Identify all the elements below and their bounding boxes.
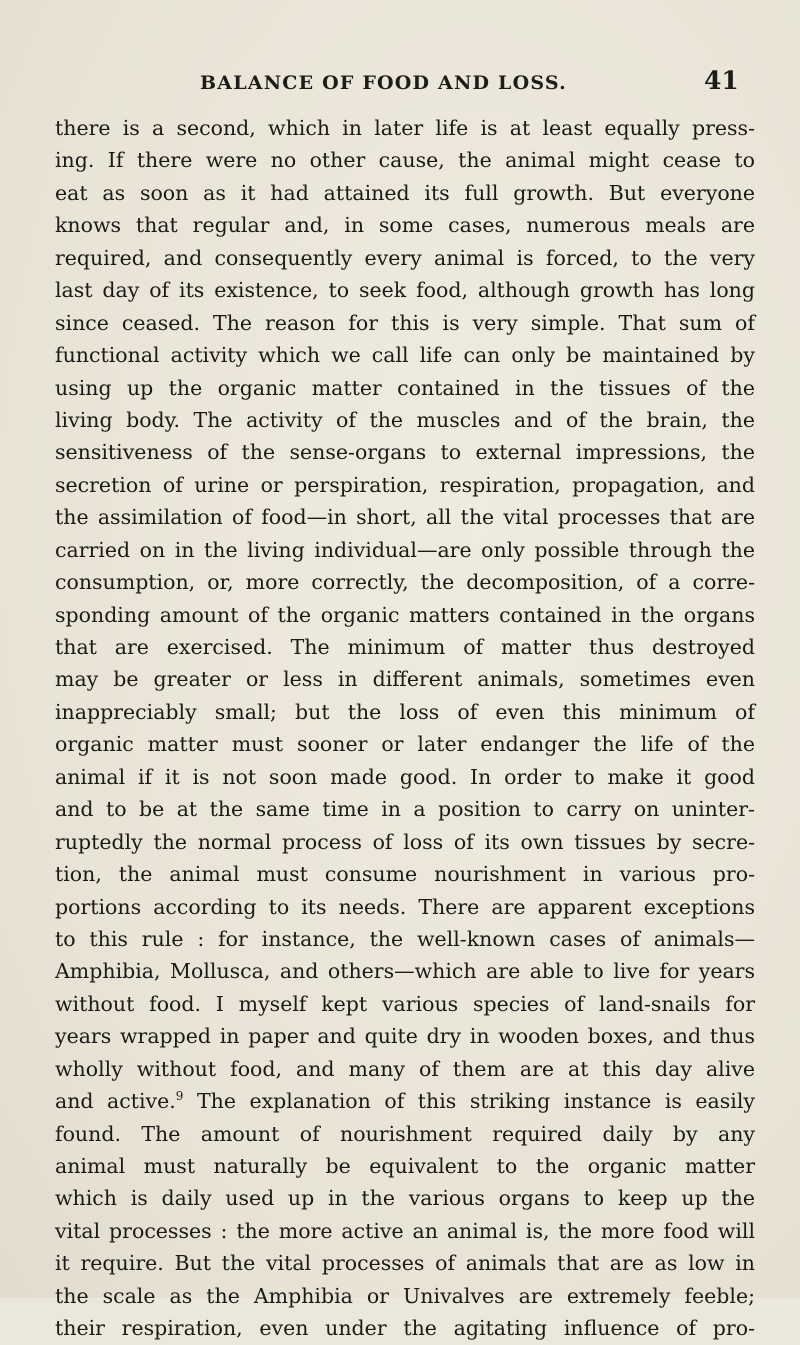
text-line: found. The amount of nourishment required daily by any (55, 1121, 755, 1146)
text-line: functional activity which we call life can only be maintained by (55, 343, 755, 368)
text-line: portions according to its needs. There are apparent exceptions (55, 894, 755, 919)
text-line: there is a second, which in later life is at least equally press- (55, 116, 755, 140)
text-segment: and active. (55, 1089, 176, 1114)
text-line: eat as soon as it had attained its full growth. But everyone (55, 180, 755, 205)
text-line: may be greater or less in different animals, sometimes even (55, 667, 755, 692)
text-line: sensitiveness of the sense-organs to external impressions, the (55, 440, 755, 465)
text-line: living body. The activity of the muscles and of the brain, the (55, 407, 755, 432)
text-line: using up the organic matter contained in the tissues of the (55, 375, 755, 400)
text-line: ing. If there were no other cause, the animal might cease to (55, 148, 755, 173)
text-line: ruptedly the normal process of loss of its own tissues by secre- (55, 829, 755, 854)
text-line: since ceased. The reason for this is very simple. That sum of (55, 310, 755, 335)
text-line: knows that regular and, in some cases, numerous meals are (55, 213, 755, 238)
text-line: inappreciably small; but the loss of even this minimum of (55, 699, 755, 724)
text-line: sponding amount of the organic matters contained in the organs (55, 602, 755, 627)
footnote-reference: 9 (175, 1089, 184, 1104)
text-line: which is daily used up in the various organs to keep up the (55, 1186, 755, 1211)
text-line: vital processes : the more active an animal is, the more food will (55, 1218, 755, 1243)
text-line-with-footnote (55, 1085, 755, 1117)
text-line: required, and consequently every animal is forced, to the very (55, 245, 755, 270)
text-line: animal must naturally be equivalent to the organic matter (55, 1154, 755, 1178)
text-segment: The explanation of this striking instance is easily (183, 1089, 755, 1114)
body-text (55, 112, 755, 1345)
text-line: secretion of urine or perspiration, respiration, propagation, and (55, 472, 755, 497)
text-line: animal if it is not soon made good. In order to make it good (55, 764, 755, 789)
page-header (0, 66, 800, 98)
text-line: it require. But the vital processes of animals that are as low in (55, 1251, 755, 1276)
text-line: last day of its existence, to seek food, although growth has long (55, 278, 755, 303)
page-number: 41 (704, 66, 739, 95)
running-title: BALANCE OF FOOD AND LOSS. (200, 72, 567, 94)
text-line: tion, the animal must consume nourishment in various pro- (55, 862, 755, 887)
text-line: Amphibia, Mollusca, and others—which are able to live for years (55, 959, 755, 984)
text-line: to this rule : for instance, the well-known cases of animals— (55, 926, 755, 951)
text-line: organic matter must sooner or later endanger the life of the (55, 732, 755, 757)
text-line: and to be at the same time in a position to carry on uninter- (55, 797, 755, 822)
text-line: the scale as the Amphibia or Univalves are extremely feeble; (55, 1283, 755, 1308)
text-line: consumption, or, more correctly, the decomposition, of a corre- (55, 570, 755, 595)
text-line: their respiration, even under the agitating influence of pro- (55, 1316, 755, 1341)
text-line: the assimilation of food—in short, all the vital processes that are (55, 505, 755, 530)
text-line: wholly without food, and many of them are at this day alive (55, 1056, 755, 1081)
text-line: without food. I myself kept various species of land-snails for (55, 991, 755, 1016)
text-line: years wrapped in paper and quite dry in wooden boxes, and thus (55, 1024, 755, 1049)
text-line: carried on in the living individual—are only possible through the (55, 537, 755, 562)
text-line: that are exercised. The minimum of matter thus destroyed (55, 635, 755, 659)
